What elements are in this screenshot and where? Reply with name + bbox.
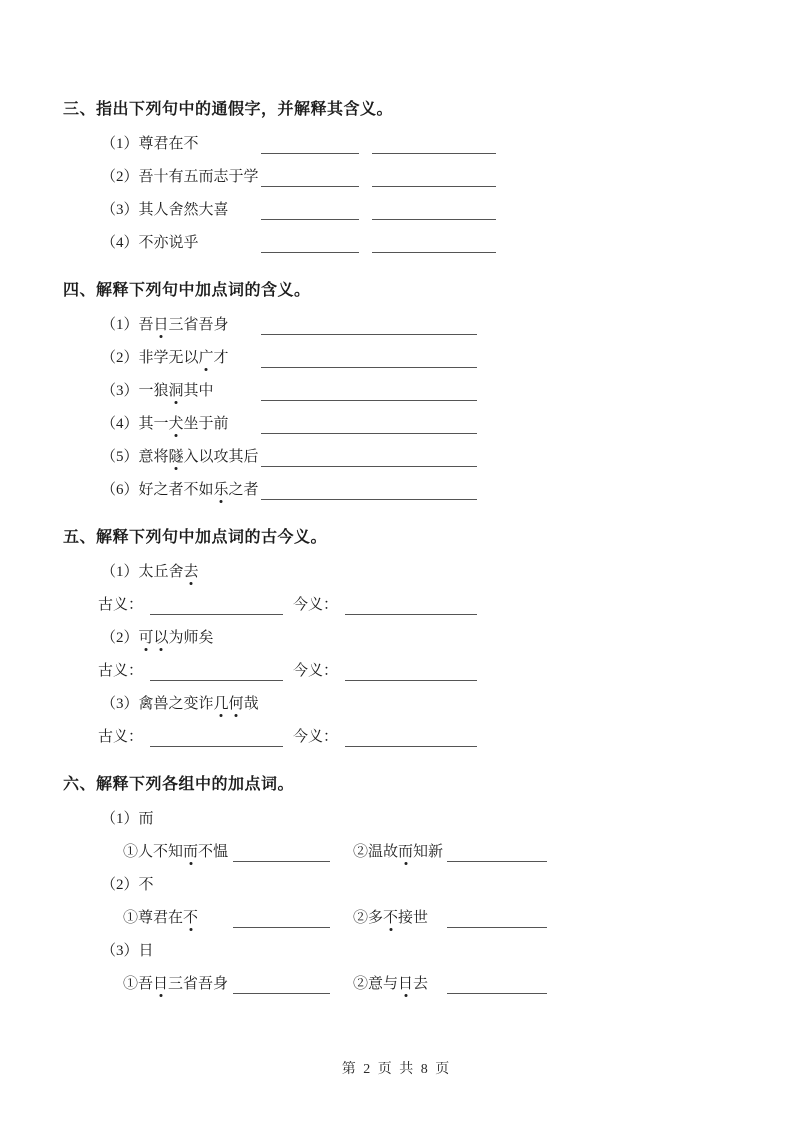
- group-header: [63, 803, 733, 836]
- question-number: （2）: [101, 169, 139, 185]
- sub-number: ②: [353, 844, 369, 860]
- question-text: [101, 161, 261, 194]
- group-header: [63, 935, 733, 968]
- question-text: [101, 128, 261, 161]
- sentence: 禽兽之变诈几何哉: [138, 696, 259, 712]
- section-tongjiazi: [63, 99, 733, 260]
- page-number-footer: 第 2 页 共 8 页: [341, 1062, 452, 1077]
- ancient-meaning-label: 古义：: [98, 597, 144, 613]
- answer-blank: [261, 365, 477, 368]
- section-title: 六、解释下列各组中的加点词。: [63, 776, 295, 793]
- question-item: [63, 227, 733, 260]
- sub-question-text: [353, 968, 447, 1001]
- answer-blank: [150, 744, 283, 747]
- answer-blank: [150, 612, 283, 615]
- question-number: （3）: [101, 696, 139, 712]
- answer-blank: [261, 184, 359, 187]
- answer-blank: [372, 151, 496, 154]
- answer-blank: [345, 678, 477, 681]
- ancient-meaning-label: 古义：: [98, 663, 144, 679]
- answer-blank: [233, 859, 330, 862]
- answer-blank: [261, 464, 477, 467]
- question-text: [101, 441, 261, 474]
- section-groups-jiadianci: [63, 774, 733, 1001]
- question-text: [101, 408, 261, 441]
- sub-question-text: [353, 836, 447, 869]
- question-text: [101, 474, 261, 507]
- question-item: [63, 309, 733, 342]
- modern-meaning-label: 今义：: [293, 729, 339, 745]
- sentence: 多不接世: [368, 910, 429, 926]
- question-number: （3）: [101, 383, 139, 399]
- sentence: 好之者不如乐之者: [138, 482, 259, 498]
- question-text: [101, 227, 261, 260]
- question-number: （4）: [101, 235, 139, 251]
- sentence: 温故而知新: [368, 844, 444, 860]
- question-number: （2）: [101, 630, 139, 646]
- answer-blank: [345, 744, 477, 747]
- group-word: 日: [138, 943, 154, 959]
- sentence: 意将隧入以攻其后: [138, 449, 259, 465]
- sub-question-row: [63, 836, 733, 869]
- sub-number: ②: [353, 910, 369, 926]
- sub-question-text: [353, 902, 447, 935]
- answer-blank: [233, 991, 330, 994]
- sentence: 人不知而不愠: [138, 844, 229, 860]
- question-number: （5）: [101, 449, 139, 465]
- group-word: 不: [138, 877, 154, 893]
- group-label: [101, 935, 154, 968]
- answer-blank: [447, 925, 547, 928]
- sub-question-text: [123, 836, 233, 869]
- question-number: （2）: [101, 350, 139, 366]
- question-text: [101, 342, 261, 375]
- answer-blank: [372, 217, 496, 220]
- ancient-meaning-label: 古义：: [98, 729, 144, 745]
- ancient-modern-row: [63, 655, 733, 688]
- question-item: [63, 194, 733, 227]
- question-text: [101, 194, 261, 227]
- modern-meaning-label: 今义：: [293, 663, 339, 679]
- question-text: [101, 375, 261, 408]
- group-label: [101, 803, 154, 836]
- question-number: （4）: [101, 416, 139, 432]
- answer-blank: [372, 250, 496, 253]
- answer-blank: [261, 431, 477, 434]
- section-title: 五、解释下列句中加点词的古今义。: [63, 529, 328, 546]
- group-number: （3）: [101, 943, 139, 959]
- sentence: 非学无以广才: [138, 350, 229, 366]
- sentence: 可以为师矣: [138, 630, 214, 646]
- question-number: （1）: [101, 317, 139, 333]
- sub-number: ①: [123, 844, 139, 860]
- sentence: 其人舍然大喜: [138, 202, 229, 218]
- section-title: 三、指出下列句中的通假字，并解释其含义。: [63, 101, 394, 118]
- answer-blank: [261, 217, 359, 220]
- question-item: [63, 441, 733, 474]
- section-title: 四、解释下列句中加点词的含义。: [63, 282, 311, 299]
- answer-blank: [150, 678, 283, 681]
- question-number: （6）: [101, 482, 139, 498]
- group-header: [63, 869, 733, 902]
- sentence: 意与日去: [368, 976, 429, 992]
- answer-blank: [261, 497, 477, 500]
- question-number: （1）: [101, 564, 139, 580]
- question-item: [63, 342, 733, 375]
- question-text: [101, 688, 259, 721]
- sub-number: ①: [123, 910, 139, 926]
- sentence: 尊君在不: [138, 136, 199, 152]
- sentence: 不亦说乎: [138, 235, 199, 251]
- question-item: [63, 622, 733, 655]
- question-text: [101, 622, 214, 655]
- answer-blank: [447, 859, 547, 862]
- sentence: 吾十有五而志于学: [138, 169, 259, 185]
- modern-meaning-label: 今义：: [293, 597, 339, 613]
- sub-number: ②: [353, 976, 369, 992]
- sub-question-text: [123, 968, 233, 1001]
- question-text: [101, 309, 261, 342]
- question-item: [63, 408, 733, 441]
- question-number: （1）: [101, 136, 139, 152]
- sentence: 吾日三省吾身: [138, 976, 229, 992]
- answer-blank: [233, 925, 330, 928]
- question-item: [63, 128, 733, 161]
- group-number: （1）: [101, 811, 139, 827]
- answer-blank: [261, 398, 477, 401]
- group-label: [101, 869, 154, 902]
- sentence: 太丘舍去: [138, 564, 199, 580]
- ancient-modern-row: [63, 589, 733, 622]
- section-gujinyi: [63, 527, 733, 754]
- sentence: 尊君在不: [138, 910, 199, 926]
- ancient-modern-row: [63, 721, 733, 754]
- question-item: [63, 474, 733, 507]
- question-item: [63, 556, 733, 589]
- question-item: [63, 161, 733, 194]
- answer-blank: [261, 151, 359, 154]
- answer-blank: [345, 612, 477, 615]
- sentence: 一狼洞其中: [138, 383, 214, 399]
- sentence: 其一犬坐于前: [138, 416, 229, 432]
- answer-blank: [261, 332, 477, 335]
- question-item: [63, 688, 733, 721]
- sub-question-row: [63, 902, 733, 935]
- group-number: （2）: [101, 877, 139, 893]
- answer-blank: [447, 991, 547, 994]
- sub-question-row: [63, 968, 733, 1001]
- sub-question-text: [123, 902, 233, 935]
- section-jiadianci-meaning: [63, 280, 733, 507]
- question-text: [101, 556, 199, 589]
- group-word: 而: [138, 811, 154, 827]
- answer-blank: [261, 250, 359, 253]
- sentence: 吾日三省吾身: [138, 317, 229, 333]
- answer-blank: [372, 184, 496, 187]
- sub-number: ①: [123, 976, 139, 992]
- question-number: （3）: [101, 202, 139, 218]
- question-item: [63, 375, 733, 408]
